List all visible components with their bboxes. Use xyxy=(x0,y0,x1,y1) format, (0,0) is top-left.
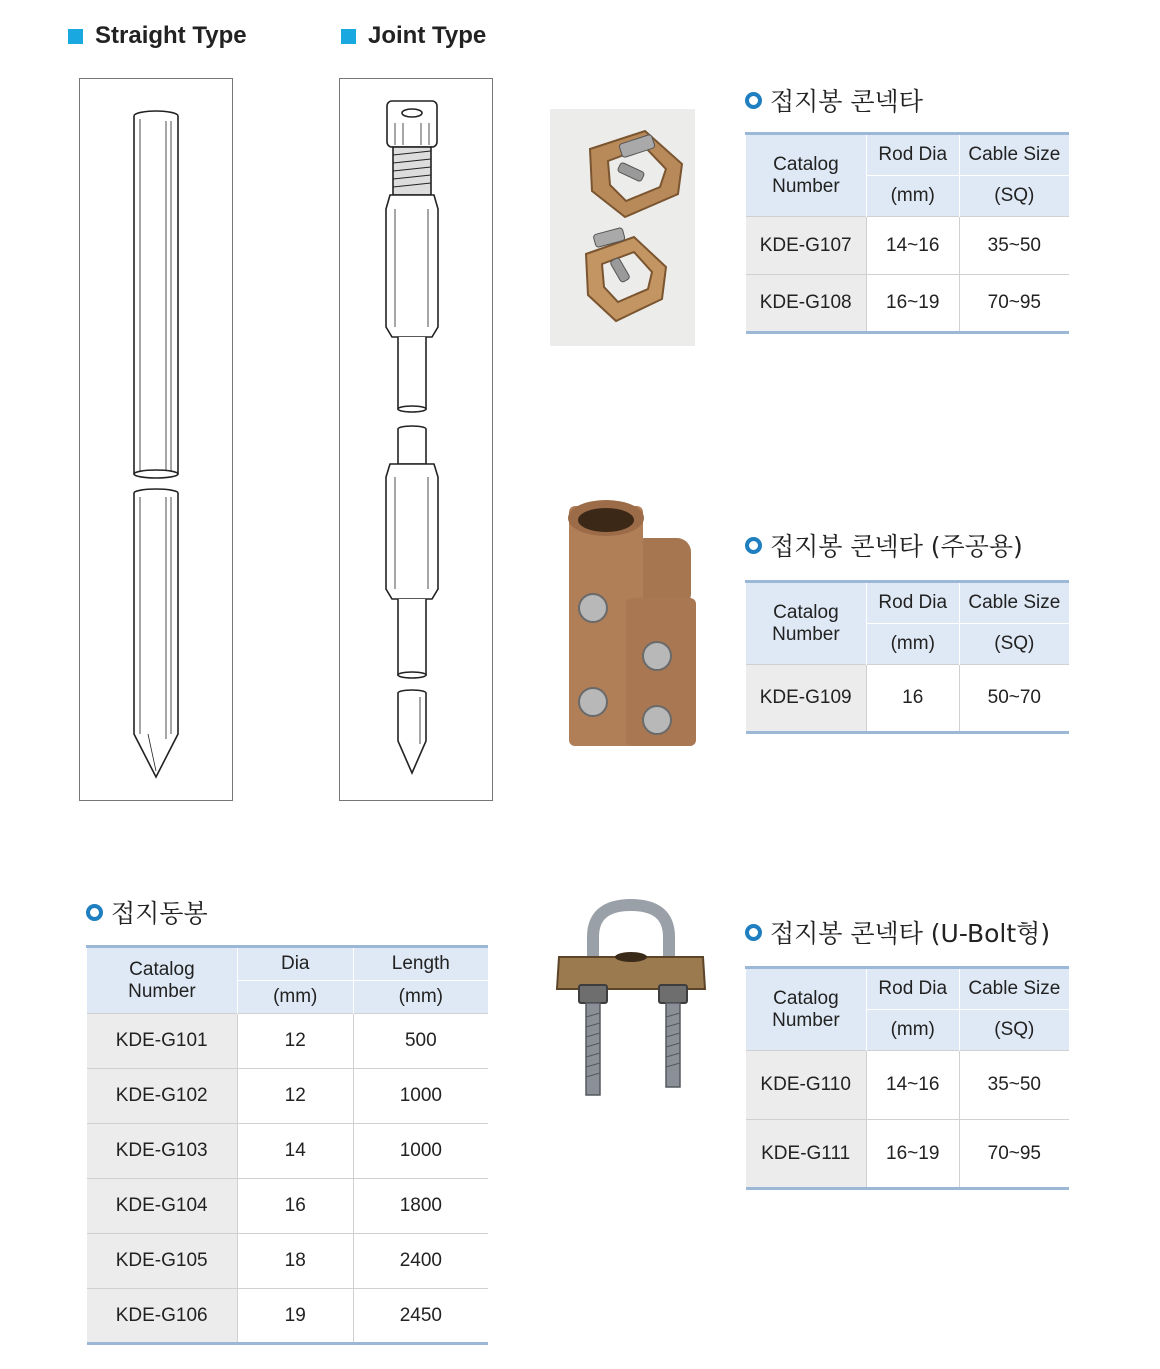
rod-connector-photo xyxy=(551,488,711,754)
dia-cell: 14 xyxy=(237,1124,353,1179)
ring-bullet-icon xyxy=(745,924,762,941)
catalog-cell: KDE-G107 xyxy=(746,217,867,275)
cable-size-cell: 35~50 xyxy=(959,1051,1069,1120)
dia-cell: 18 xyxy=(237,1234,353,1289)
length-cell: 1800 xyxy=(353,1179,488,1234)
table-row xyxy=(746,1051,1070,1120)
cable-size-cell: 50~70 xyxy=(959,665,1069,733)
dia-cell: 16 xyxy=(237,1179,353,1234)
length-cell: 2400 xyxy=(353,1234,488,1289)
connector-post-section-title xyxy=(745,527,1023,563)
connector-section-title xyxy=(745,82,923,118)
ground-rod-clamp-photo xyxy=(550,109,695,346)
straight-type-label xyxy=(68,22,247,50)
catalog-number-header: Catalog Number xyxy=(746,968,867,1051)
rod-dia-unit: (mm) xyxy=(866,624,959,665)
rod-dia-header: Rod Dia xyxy=(866,968,959,1010)
connector-section-title-text: 접지봉 콘넥타 xyxy=(770,87,923,116)
connector-post-spec-table xyxy=(745,580,1069,734)
cable-size-cell: 70~95 xyxy=(959,275,1069,333)
ring-bullet-icon xyxy=(745,92,762,109)
catalog-cell: KDE-G108 xyxy=(746,275,867,333)
dia-cell: 19 xyxy=(237,1289,353,1344)
straight-rod-illustration xyxy=(79,78,233,801)
length-cell: 2450 xyxy=(353,1289,488,1344)
table-row xyxy=(746,217,1070,275)
joint-type-label xyxy=(341,22,486,50)
rod-dia-header: Rod Dia xyxy=(866,582,959,624)
table-row xyxy=(746,1120,1070,1189)
rod-dia-cell: 14~16 xyxy=(866,1051,959,1120)
rod-dia-unit: (mm) xyxy=(866,176,959,217)
rod-dia-unit: (mm) xyxy=(866,1010,959,1051)
table-row xyxy=(87,1124,489,1179)
table-row xyxy=(746,665,1070,733)
catalog-number-header: Catalog Number xyxy=(746,582,867,665)
connector-spec-table xyxy=(745,132,1069,334)
rod-dia-cell: 16 xyxy=(866,665,959,733)
table-row xyxy=(87,1014,489,1069)
catalog-number-header: Catalog Number xyxy=(87,947,238,1014)
rod-dia-cell: 16~19 xyxy=(866,1120,959,1189)
catalog-cell: KDE-G111 xyxy=(746,1120,867,1189)
connector-ubolt-section-title-text: 접지봉 콘넥타 (U-Bolt형) xyxy=(770,919,1051,948)
joint-rod-illustration xyxy=(339,78,493,801)
cable-size-cell: 35~50 xyxy=(959,217,1069,275)
joint-type-text: Joint Type xyxy=(368,22,487,49)
catalog-cell: KDE-G109 xyxy=(746,665,867,733)
catalog-cell: KDE-G101 xyxy=(87,1014,238,1069)
cable-size-unit: (SQ) xyxy=(959,624,1069,665)
ground-rod-spec-table xyxy=(86,945,488,1345)
table-row xyxy=(87,1234,489,1289)
catalog-cell: KDE-G105 xyxy=(87,1234,238,1289)
u-bolt-connector-photo xyxy=(555,897,707,1099)
straight-type-text: Straight Type xyxy=(95,22,247,49)
dia-cell: 12 xyxy=(237,1069,353,1124)
catalog-cell: KDE-G104 xyxy=(87,1179,238,1234)
ground-rod-section-title-text: 접지동봉 xyxy=(111,899,208,928)
length-cell: 1000 xyxy=(353,1124,488,1179)
table-row xyxy=(746,275,1070,333)
cable-size-unit: (SQ) xyxy=(959,1010,1069,1051)
ground-rod-section-title xyxy=(86,894,208,930)
dia-header: Dia xyxy=(237,947,353,981)
length-cell: 500 xyxy=(353,1014,488,1069)
connector-post-section-title-text: 접지봉 콘넥타 (주공용) xyxy=(770,532,1023,561)
rod-dia-header: Rod Dia xyxy=(866,134,959,176)
length-unit: (mm) xyxy=(353,981,488,1014)
length-cell: 1000 xyxy=(353,1069,488,1124)
square-bullet-icon xyxy=(341,29,356,44)
connector-ubolt-section-title xyxy=(745,914,1050,950)
cable-size-cell: 70~95 xyxy=(959,1120,1069,1189)
table-row xyxy=(87,1069,489,1124)
table-row xyxy=(87,1289,489,1344)
rod-dia-cell: 14~16 xyxy=(866,217,959,275)
catalog-number-header: Catalog Number xyxy=(746,134,867,217)
ring-bullet-icon xyxy=(745,537,762,554)
ring-bullet-icon xyxy=(86,904,103,921)
length-header: Length xyxy=(353,947,488,981)
cable-size-header: Cable Size xyxy=(959,134,1069,176)
table-row xyxy=(87,1179,489,1234)
connector-ubolt-spec-table xyxy=(745,966,1069,1190)
catalog-cell: KDE-G102 xyxy=(87,1069,238,1124)
catalog-cell: KDE-G110 xyxy=(746,1051,867,1120)
dia-unit: (mm) xyxy=(237,981,353,1014)
cable-size-unit: (SQ) xyxy=(959,176,1069,217)
cable-size-header: Cable Size xyxy=(959,968,1069,1010)
rod-dia-cell: 16~19 xyxy=(866,275,959,333)
catalog-cell: KDE-G106 xyxy=(87,1289,238,1344)
catalog-cell: KDE-G103 xyxy=(87,1124,238,1179)
cable-size-header: Cable Size xyxy=(959,582,1069,624)
square-bullet-icon xyxy=(68,29,83,44)
dia-cell: 12 xyxy=(237,1014,353,1069)
